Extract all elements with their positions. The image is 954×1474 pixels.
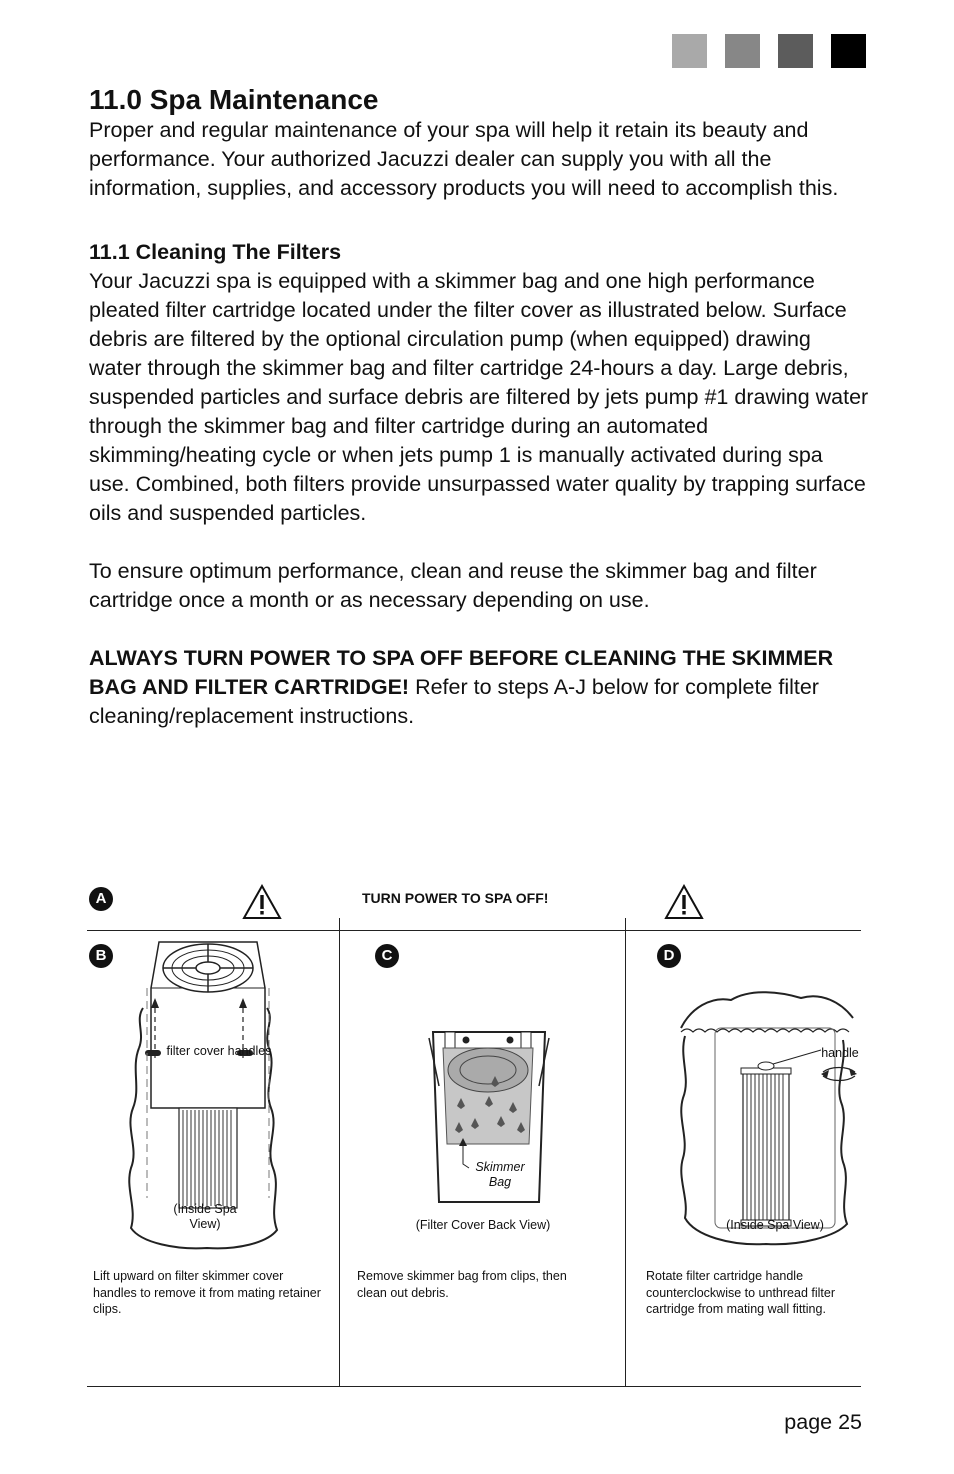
figure-divider-bottom — [87, 1386, 861, 1387]
step-b-caption: Lift upward on filter skimmer cover handles to remove it from mating retainer clips. — [93, 1269, 321, 1316]
power-warning-bold: ALWAYS TURN POWER TO SPA OFF BEFORE CLEANING THE SKIMMER BAG AND FILTER CARTRIDGE! — [89, 646, 834, 699]
subsection-title: 11.1 Cleaning The Filters — [89, 240, 342, 264]
power-warning — [89, 644, 869, 731]
power-warning-rest: Refer to steps A-J below for complete filter cleaning/replacement instructions. — [89, 675, 819, 728]
figure-divider-top — [87, 930, 861, 931]
warning-triangle-icon — [242, 884, 282, 920]
step-c-circle: C — [375, 944, 399, 968]
step-d-circle: D — [657, 944, 681, 968]
figure-column-divider-1 — [339, 918, 340, 1386]
figure-column-divider-2 — [625, 918, 626, 1386]
filter-cleaning-figure — [87, 878, 861, 1388]
step-a-circle: A — [89, 887, 113, 911]
header-squares — [672, 34, 866, 68]
section-title: 11.0 Spa Maintenance — [89, 84, 379, 115]
step-d-caption: Rotate filter cartridge handle counterclockwise to unthread filter cartridge from mating wall fitting. — [646, 1269, 835, 1316]
filter-cover-handles-label: filter cover handles — [166, 1044, 272, 1058]
handle-label: handle — [821, 1046, 859, 1060]
skimmer-bag-label: Skimmer Bag — [475, 1160, 525, 1189]
step-c-caption: Remove skimmer bag from clips, then clean out debris. — [357, 1269, 567, 1300]
section-intro: Proper and regular maintenance of your spa will help it retain its beauty and performance. Your authorized Jacuzzi dealer can supply you with all the information, supplies, and accessory products you will need to accomplish this. — [89, 118, 839, 200]
maintenance-paragraph: To ensure optimum performance, clean and reuse the skimmer bag and filter cartridge once a month or as necessary depending on use. — [89, 559, 817, 612]
power-off-text: TURN POWER TO SPA OFF! — [362, 890, 549, 906]
main-content — [89, 84, 869, 731]
header-square-4 — [831, 34, 866, 68]
header-square-2 — [725, 34, 760, 68]
warning-triangle-icon — [664, 884, 704, 920]
header-square-1 — [672, 34, 707, 68]
filters-paragraph: Your Jacuzzi spa is equipped with a skimmer bag and one high performance pleated filter cartridge located under the filter cover as illustrated below. Surface debris are filtered by the optional circulation pump (when equipped) drawing water through the skimmer bag and filter cartridge 24-hours a day. Large debris, suspended particles and surface debris are filtered by jets pump #1 drawing water through the skimmer bag and filter cartridge during an automated skimming/heating cycle or when jets pump 1 is manually activated during spa use. Combined, both filters provide unsurpassed water quality by trapping surface oils and suspended particles. — [89, 269, 869, 525]
filter-cover-back-view-label: (Filter Cover Back View) — [415, 1218, 551, 1232]
page-number: page 25 — [784, 1410, 862, 1434]
step-b-circle: B — [89, 944, 113, 968]
header-square-3 — [778, 34, 813, 68]
inside-spa-view-label-b: (Inside Spa View) — [173, 1202, 237, 1231]
inside-spa-view-label-d: (Inside Spa View) — [726, 1218, 824, 1232]
